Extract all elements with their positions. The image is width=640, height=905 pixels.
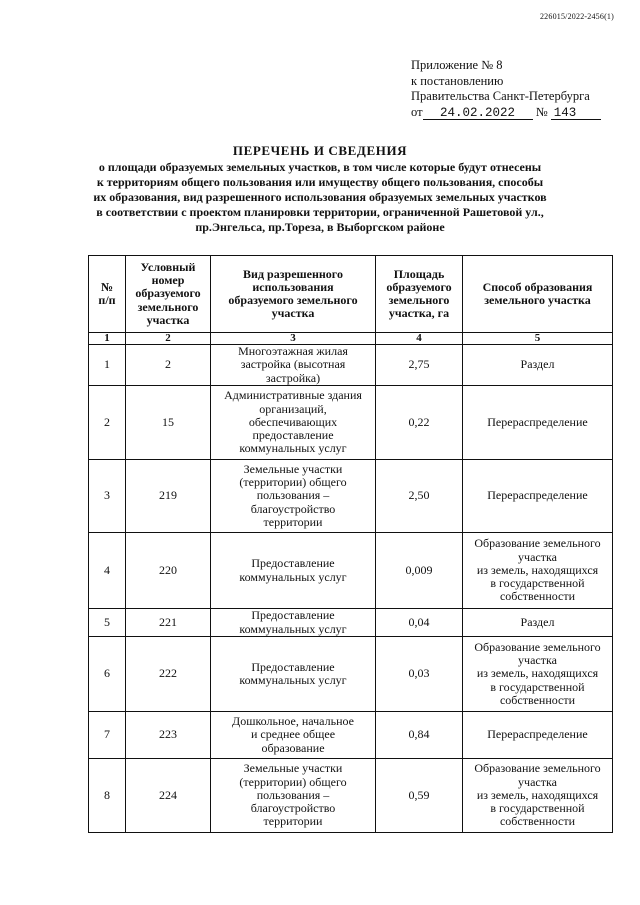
- plot-id: 15: [126, 386, 211, 460]
- table-row: [89, 637, 613, 712]
- formation-method: Перераспределение: [463, 712, 613, 759]
- table-row: [89, 386, 613, 460]
- header-row-number: № п/п: [89, 256, 126, 333]
- formation-method: Раздел: [463, 345, 613, 386]
- row-number: 7: [89, 712, 126, 759]
- appendix-date-line: [411, 105, 601, 121]
- header-area: Площадь образуемого земельного участка, га: [376, 256, 463, 333]
- appendix-line-2: к постановлению: [411, 73, 504, 88]
- appendix-block: [411, 58, 601, 120]
- table-row: [89, 759, 613, 833]
- permitted-use: Административные здания организаций, обеспечивающих предоставление коммунальных услуг: [211, 386, 376, 460]
- row-number: 6: [89, 637, 126, 712]
- formation-method: Раздел: [463, 609, 613, 637]
- plot-id: 221: [126, 609, 211, 637]
- land-plots-table: [88, 255, 613, 833]
- plot-area: 0,22: [376, 386, 463, 460]
- table-row: [89, 609, 613, 637]
- plot-id: 220: [126, 533, 211, 609]
- row-number: 5: [89, 609, 126, 637]
- plot-area: 0,59: [376, 759, 463, 833]
- formation-method: Образование земельного участка из земель, находящихся в государственной собственности: [463, 637, 613, 712]
- table-header-row: [89, 256, 613, 333]
- column-number: 1: [89, 333, 126, 345]
- page-title: ПЕРЕЧЕНЬ И СВЕДЕНИЯ: [232, 143, 408, 158]
- header-plot-id: Условный номер образуемого земельного участка: [126, 256, 211, 333]
- permitted-use: Многоэтажная жилая застройка (высотная застройка): [211, 345, 376, 386]
- header-formation-method: Способ образования земельного участка: [463, 256, 613, 333]
- plot-area: 2,75: [376, 345, 463, 386]
- column-number: 5: [463, 333, 613, 345]
- row-number: 4: [89, 533, 126, 609]
- table-row: [89, 712, 613, 759]
- plot-id: 2: [126, 345, 211, 386]
- formation-method: Образование земельного участка из земель, находящихся в государственной собственности: [463, 533, 613, 609]
- number-label: №: [535, 104, 548, 119]
- row-number: 8: [89, 759, 126, 833]
- page-subtitle: о площади образуемых земельных участков, в том числе которые будут отнесены к территориям общего пользования или имуществу общего пользования, способы их образования, вид разрешенного использования образуемых земельных участков в соответствии с проектом планировки территории, ограниченной Рашетовой ул., пр.Энгельса, пр.Тореза, в Выборгском районе: [93, 160, 547, 234]
- plot-id: 223: [126, 712, 211, 759]
- plot-area: 2,50: [376, 460, 463, 533]
- row-number: 3: [89, 460, 126, 533]
- plot-id: 222: [126, 637, 211, 712]
- column-number-row: [89, 333, 613, 345]
- appendix-line-3: Правительства Санкт-Петербурга: [411, 89, 590, 103]
- permitted-use: Земельные участки (территории) общего пользования – благоустройство территории: [211, 460, 376, 533]
- column-number: 4: [376, 333, 463, 345]
- row-number: 2: [89, 386, 126, 460]
- permitted-use: Дошкольное, начальное и среднее общее образование: [211, 712, 376, 759]
- formation-method: Перераспределение: [463, 460, 613, 533]
- permitted-use: Предоставление коммунальных услуг: [211, 533, 376, 609]
- column-number: 3: [211, 333, 376, 345]
- permitted-use: Предоставление коммунальных услуг: [211, 637, 376, 712]
- plot-id: 219: [126, 460, 211, 533]
- title-block: [60, 143, 580, 235]
- table-row: [89, 345, 613, 386]
- resolution-date: 24.02.2022: [423, 107, 533, 120]
- formation-method: Образование земельного участка из земель, находящихся в государственной собственности: [463, 759, 613, 833]
- plot-area: 0,04: [376, 609, 463, 637]
- header-permitted-use: Вид разрешенного использования образуемого земельного участка: [211, 256, 376, 333]
- plot-area: 0,84: [376, 712, 463, 759]
- plot-id: 224: [126, 759, 211, 833]
- table-row: [89, 460, 613, 533]
- from-label: от: [411, 104, 423, 119]
- plot-area: 0,03: [376, 637, 463, 712]
- resolution-number: 143: [551, 107, 601, 120]
- permitted-use: Земельные участки (территории) общего пользования – благоустройство территории: [211, 759, 376, 833]
- document-number: 226015/2022-2456(1): [539, 12, 614, 21]
- table-row: [89, 533, 613, 609]
- appendix-line-1: Приложение № 8: [411, 58, 503, 72]
- column-number: 2: [126, 333, 211, 345]
- permitted-use: Предоставление коммунальных услуг: [211, 609, 376, 637]
- plot-area: 0,009: [376, 533, 463, 609]
- row-number: 1: [89, 345, 126, 386]
- formation-method: Перераспределение: [463, 386, 613, 460]
